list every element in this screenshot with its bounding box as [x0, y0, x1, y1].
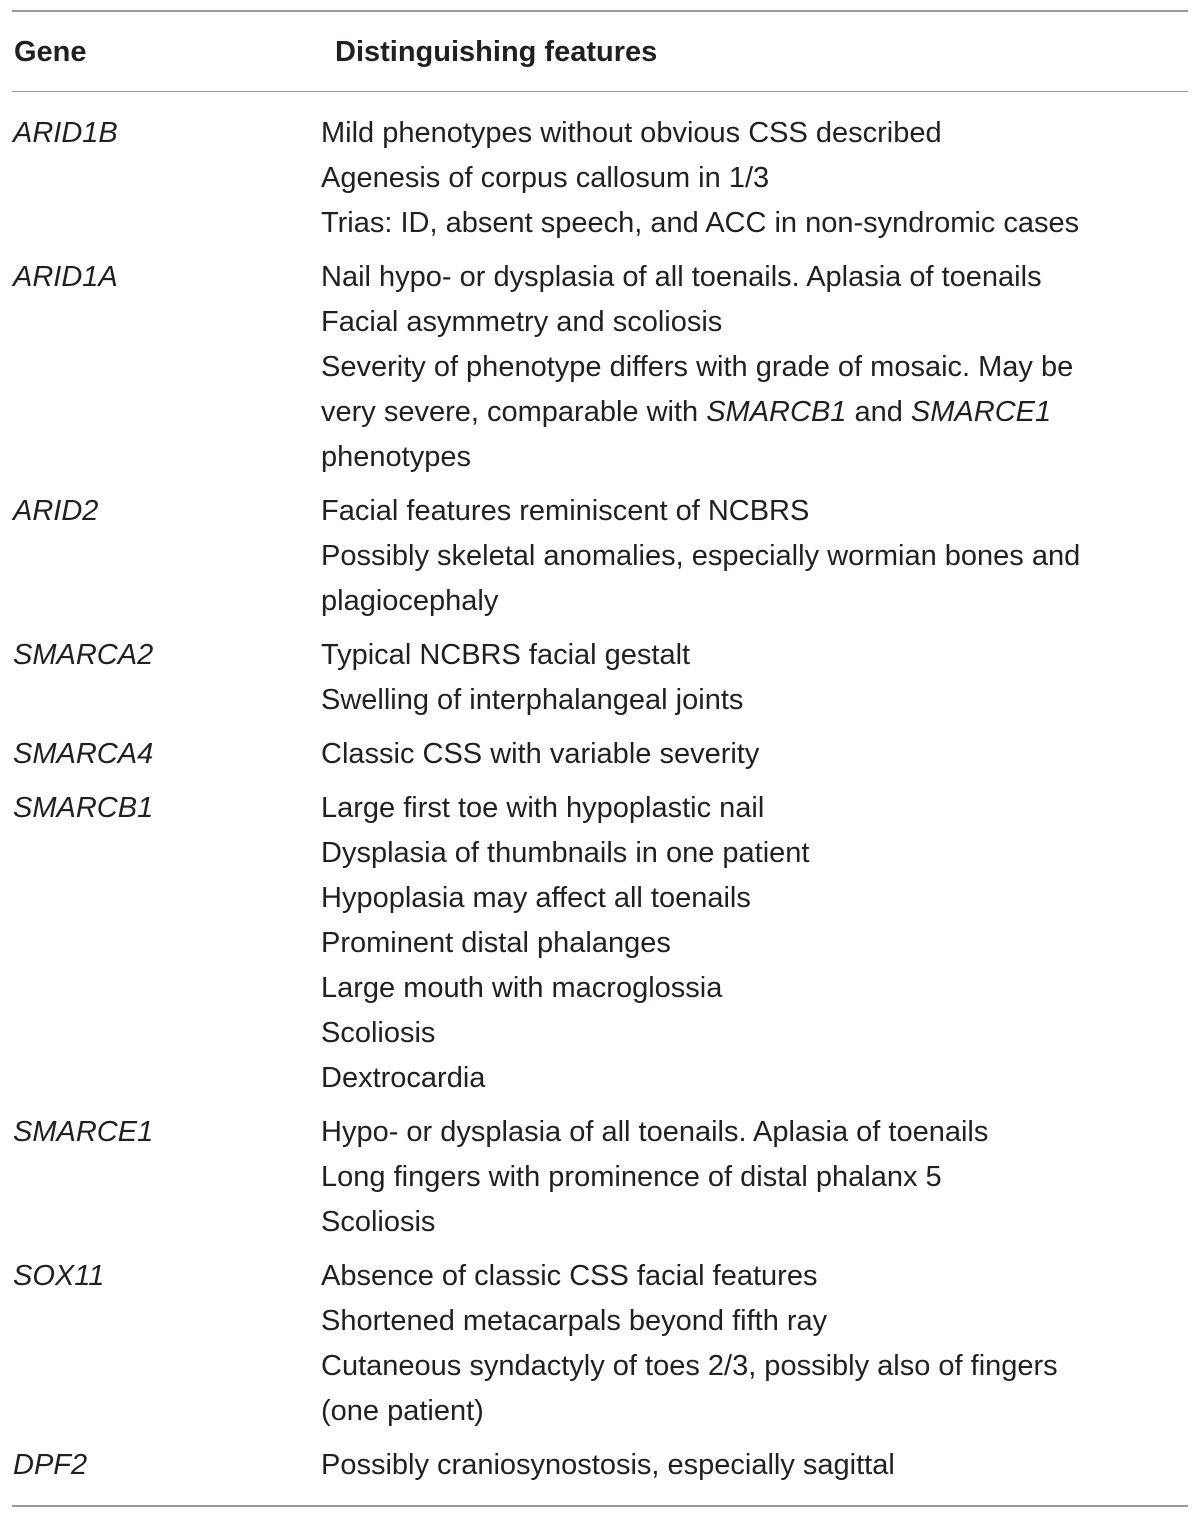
feature-line: [321, 876, 1176, 921]
feature-line: [321, 831, 1176, 876]
feature-text: Nail hypo- or dysplasia of all toenails. Aplasia of toenails: [321, 261, 1042, 293]
table-body: [0, 111, 1200, 1497]
feature-line: [321, 534, 1176, 579]
feature-text: Dextrocardia: [321, 1062, 486, 1094]
feature-line: [321, 633, 1176, 678]
table-bottom-rule: [12, 1505, 1188, 1507]
gene-name: SOX11: [13, 1260, 105, 1292]
feature-line: [321, 1155, 1176, 1200]
feature-text: Severity of phenotype differs with grade of mosaic. May be: [321, 351, 1074, 383]
feature-text: Scoliosis: [321, 1017, 436, 1049]
feature-text: Classic CSS with variable severity: [321, 738, 760, 770]
table-top-rule: [12, 10, 1188, 12]
feature-text: Long fingers with prominence of distal phalanx 5: [321, 1161, 942, 1193]
table-header-rule: [12, 91, 1188, 92]
feature-line: [321, 921, 1176, 966]
gene-name: ARID1B: [13, 117, 118, 149]
feature-list: [321, 1110, 1176, 1245]
feature-list: [321, 786, 1176, 1101]
feature-list: [321, 255, 1176, 480]
feature-text: Agenesis of corpus callosum in 1/3: [321, 162, 770, 194]
feature-text: Mild phenotypes without obvious CSS described: [321, 117, 942, 149]
table-row: [0, 786, 1200, 1101]
feature-text: Hypo- or dysplasia of all toenails. Aplasia of toenails: [321, 1116, 989, 1148]
feature-line: [321, 1254, 1176, 1299]
feature-text: Facial features reminiscent of NCBRS: [321, 495, 810, 527]
table-row: [0, 1443, 1200, 1488]
feature-list: [321, 1254, 1176, 1434]
feature-line: [321, 390, 1176, 435]
table-row: [0, 1254, 1200, 1434]
feature-line: [321, 786, 1176, 831]
feature-list: [321, 489, 1176, 624]
gene-name: SMARCE1: [13, 1116, 154, 1148]
feature-text: Dysplasia of thumbnails in one patient: [321, 837, 810, 869]
feature-line: [321, 489, 1176, 534]
table-row: [0, 489, 1200, 624]
feature-line: [321, 1389, 1176, 1434]
gene-name: SMARCA4: [13, 738, 154, 770]
feature-text: Trias: ID, absent speech, and ACC in non-syndromic cases: [321, 207, 1080, 239]
header-gene: Gene: [14, 36, 87, 68]
gene-reference: SMARCE1: [910, 396, 1052, 428]
gene-name: ARID1A: [13, 261, 118, 293]
feature-line: [321, 966, 1176, 1011]
feature-text: Facial asymmetry and scoliosis: [321, 306, 723, 338]
table-row: [0, 255, 1200, 480]
feature-text: Large mouth with macroglossia: [321, 972, 723, 1004]
feature-text: Possibly skeletal anomalies, especially wormian bones and: [321, 540, 1081, 572]
feature-text: phenotypes: [321, 441, 471, 473]
feature-line: [321, 579, 1176, 624]
feature-text: Swelling of interphalangeal joints: [321, 684, 744, 716]
gene-name: SMARCA2: [13, 639, 154, 671]
feature-line: [321, 111, 1176, 156]
feature-text: (one patient): [321, 1395, 484, 1427]
feature-line: [321, 156, 1176, 201]
table-row: [0, 111, 1200, 246]
gene-name: DPF2: [13, 1449, 88, 1481]
feature-line: [321, 1011, 1176, 1056]
feature-line: [321, 201, 1176, 246]
feature-text: Typical NCBRS facial gestalt: [321, 639, 691, 671]
feature-list: [321, 732, 1176, 777]
feature-text: Hypoplasia may affect all toenails: [321, 882, 751, 914]
gene-name: SMARCB1: [13, 792, 154, 824]
feature-line: [321, 1344, 1176, 1389]
feature-text: Shortened metacarpals beyond fifth ray: [321, 1305, 828, 1337]
gene-reference: SMARCB1: [706, 396, 847, 428]
feature-line: [321, 345, 1176, 390]
feature-line: [321, 1443, 1176, 1488]
feature-text: Cutaneous syndactyly of toes 2/3, possibly also of fingers: [321, 1350, 1058, 1382]
feature-list: [321, 111, 1176, 246]
table-row: [0, 633, 1200, 723]
feature-text: Scoliosis: [321, 1206, 436, 1238]
header-features: Distinguishing features: [335, 36, 658, 68]
feature-text: Absence of classic CSS facial features: [321, 1260, 818, 1292]
feature-text: Large first toe with hypoplastic nail: [321, 792, 765, 824]
gene-name: ARID2: [13, 495, 99, 527]
feature-line: [321, 255, 1176, 300]
feature-line: [321, 1056, 1176, 1101]
feature-line: [321, 435, 1176, 480]
feature-line: [321, 1110, 1176, 1155]
feature-text: very severe, comparable with: [321, 396, 707, 428]
feature-text: Possibly craniosynostosis, especially sagittal: [321, 1449, 895, 1481]
feature-text: Prominent distal phalanges: [321, 927, 671, 959]
feature-line: [321, 300, 1176, 345]
feature-line: [321, 732, 1176, 777]
feature-text: plagiocephaly: [321, 585, 499, 617]
feature-line: [321, 1200, 1176, 1245]
feature-line: [321, 1299, 1176, 1344]
feature-list: [321, 1443, 1176, 1488]
feature-list: [321, 633, 1176, 723]
feature-line: [321, 678, 1176, 723]
table-row: [0, 1110, 1200, 1245]
feature-text: and: [846, 396, 911, 428]
table-row: [0, 732, 1200, 777]
